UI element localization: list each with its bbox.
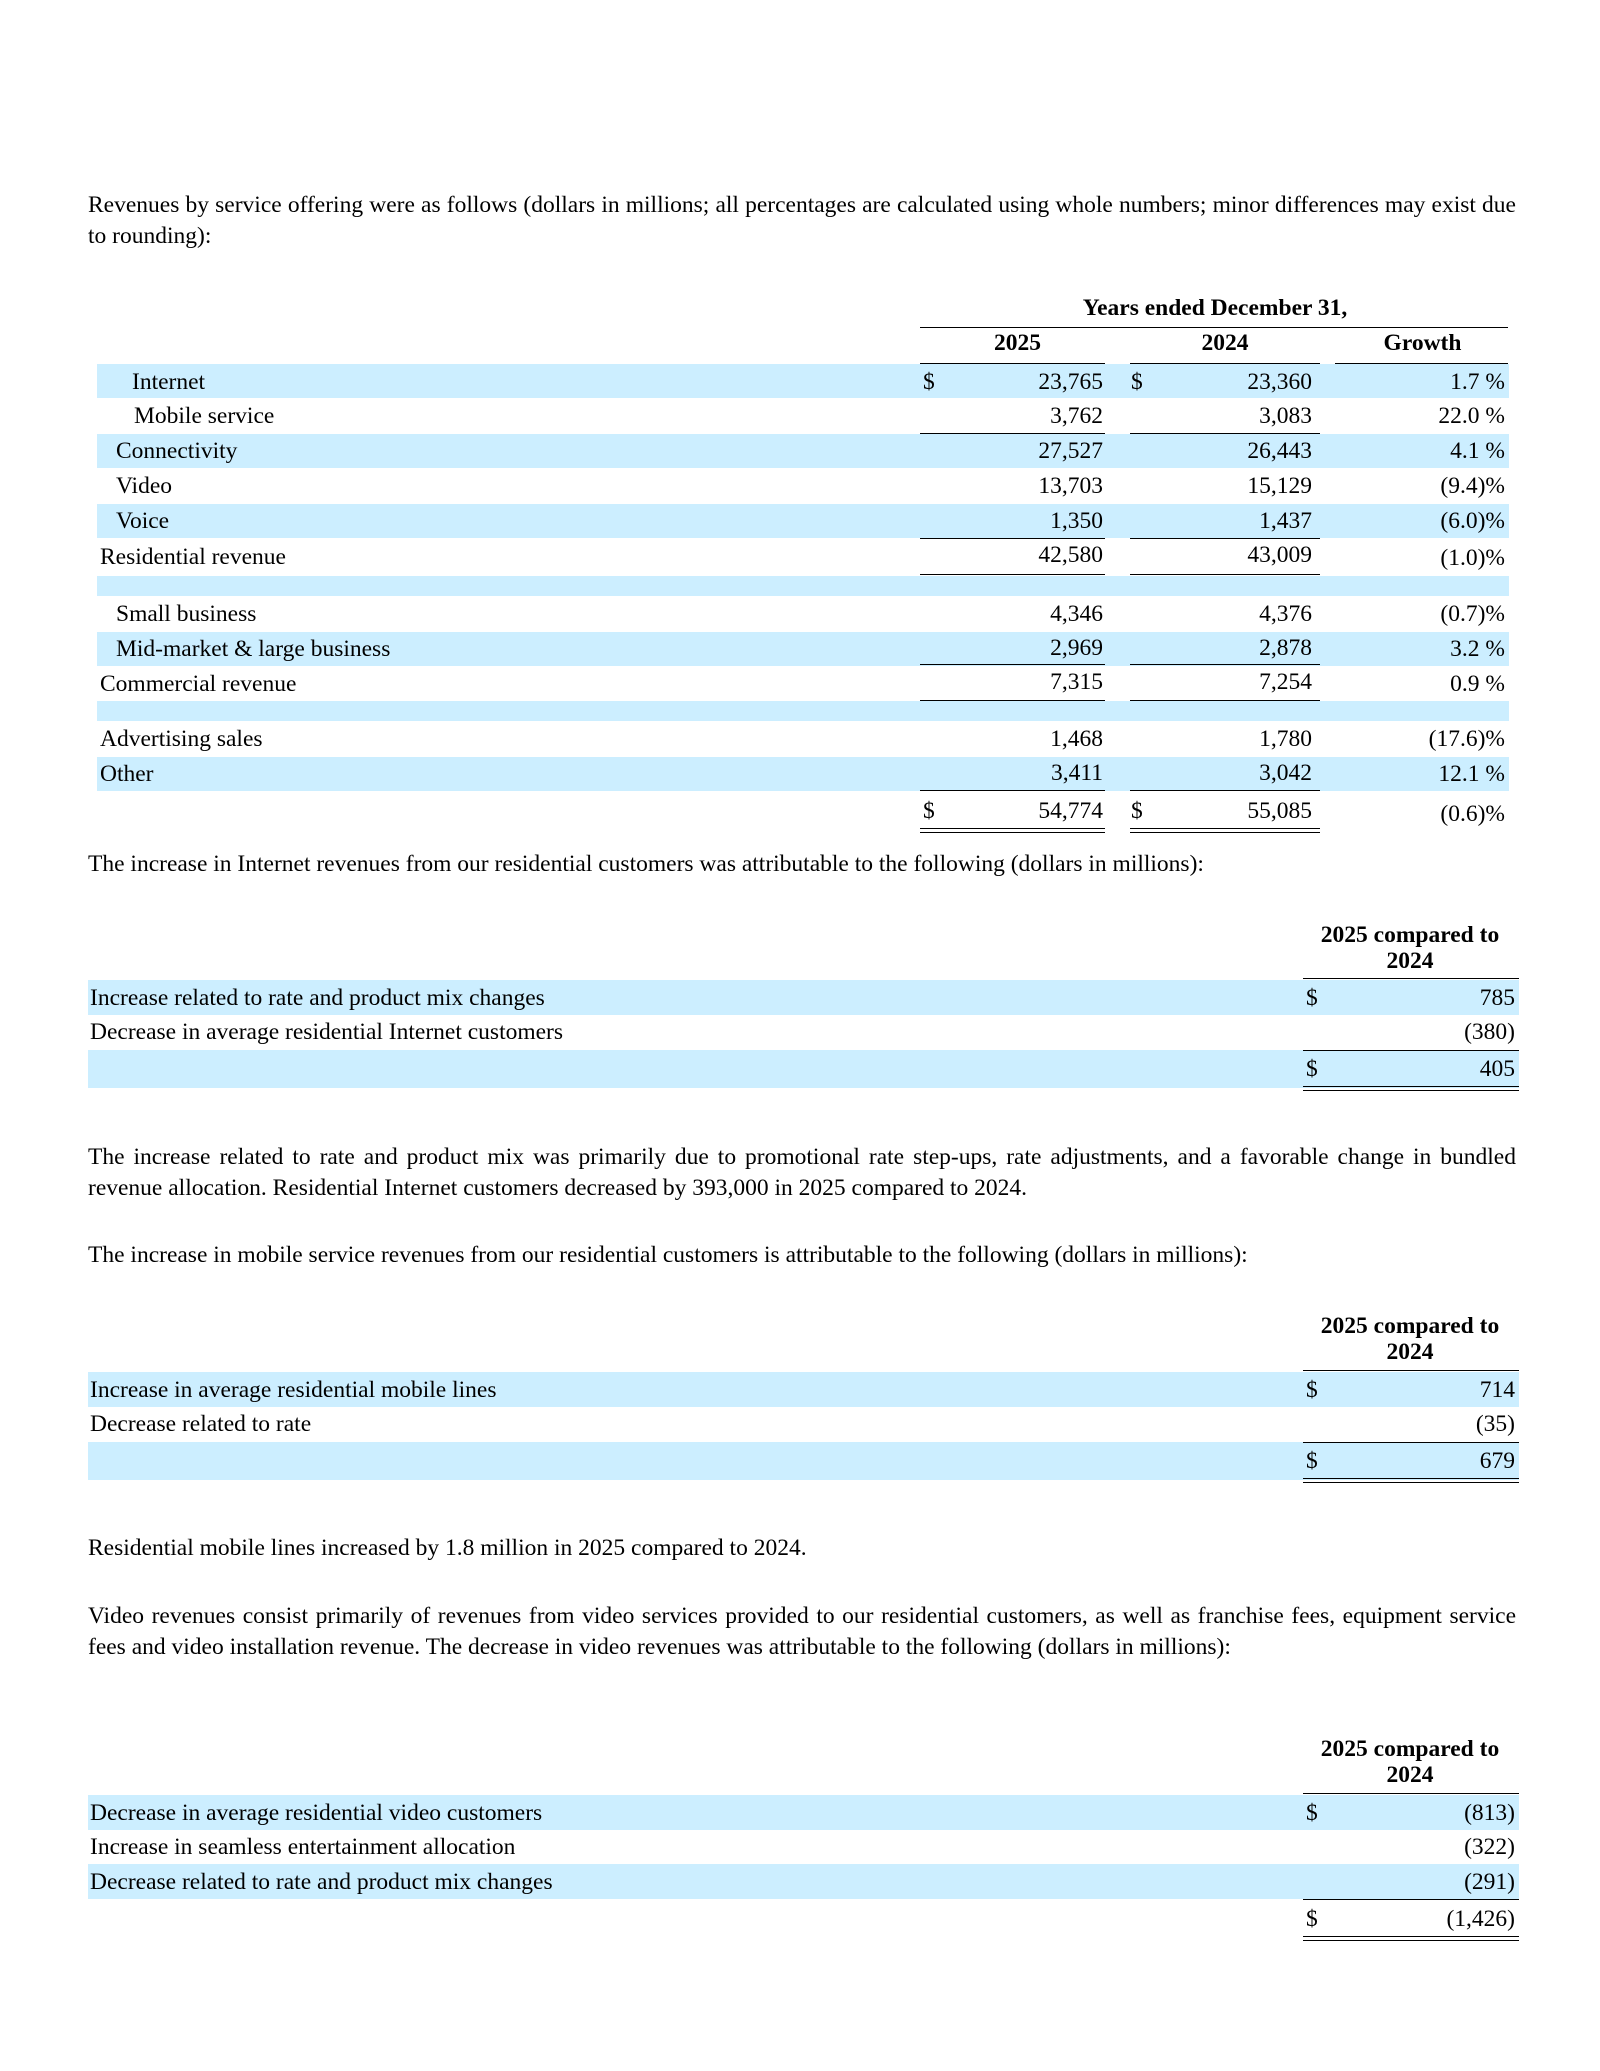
- currency-symbol: $: [1306, 985, 1318, 1011]
- value-growth: 3.2 %: [1450, 636, 1505, 662]
- currency-symbol: $: [923, 369, 935, 395]
- value-2024: 1,437: [1259, 508, 1312, 534]
- value-2025: 42,580: [1038, 542, 1103, 568]
- currency-symbol: $: [1131, 798, 1143, 824]
- subtotal-rule: [1130, 574, 1320, 575]
- total-double-rule: [920, 828, 1105, 833]
- header-line2: 2024: [1386, 1339, 1434, 1365]
- internet-row-label: Decrease in average residential Internet customers: [90, 1019, 564, 1045]
- total-growth: (0.6)%: [1440, 801, 1505, 827]
- mobile-row-label: Increase in average residential mobile lines: [90, 1377, 497, 1403]
- internet-row-value: (380): [1464, 1019, 1515, 1045]
- header-rule: [1303, 978, 1519, 979]
- value-growth: (1.0)%: [1440, 545, 1505, 571]
- header-line2: 2024: [1386, 1762, 1434, 1788]
- value-2024: 1,780: [1259, 726, 1312, 752]
- subtotal-rule: [1303, 1050, 1519, 1051]
- video-row-value: (291): [1464, 1869, 1515, 1895]
- value-growth: (17.6)%: [1428, 726, 1505, 752]
- currency-symbol: $: [1306, 1800, 1318, 1826]
- header-rule: [1303, 1370, 1519, 1371]
- value-2025: 4,346: [1050, 601, 1103, 627]
- video-row-value: (322): [1464, 1834, 1515, 1860]
- row-label-advertising-sales: Advertising sales: [100, 726, 263, 752]
- mobile-total-value: 679: [1479, 1448, 1515, 1474]
- header-line1: 2025 compared to: [1320, 1736, 1500, 1762]
- currency-symbol: $: [1306, 1448, 1318, 1474]
- value-growth: 0.9 %: [1450, 671, 1505, 697]
- row-band: [88, 1442, 1519, 1480]
- value-2025: 1,350: [1050, 508, 1103, 534]
- subtotal-rule: [1303, 1442, 1519, 1443]
- intro-paragraph: Revenues by service offering were as follows (dollars in millions; all percentages are calculated using whole numbers; minor differences may exist due to rounding):: [88, 192, 1516, 249]
- video-header: [1300, 1736, 1520, 1788]
- currency-symbol: $: [1306, 1377, 1318, 1403]
- value-growth: (0.7)%: [1440, 601, 1505, 627]
- mobile-note: Residential mobile lines increased by 1.8 million in 2025 compared to 2024.: [88, 1535, 807, 1561]
- currency-symbol: $: [1306, 1906, 1318, 1932]
- col-header-2024: 2024: [1201, 330, 1249, 356]
- currency-symbol: $: [1306, 1056, 1318, 1082]
- currency-symbol: $: [923, 798, 935, 824]
- video-row-value: (813): [1464, 1800, 1515, 1826]
- mobile-intro: The increase in mobile service revenues from our residential customers is attributable to the following (dollars in millions):: [88, 1242, 1248, 1268]
- header-line1: 2025 compared to: [1320, 922, 1500, 948]
- value-2025: 23,765: [1038, 369, 1103, 395]
- internet-intro: The increase in Internet revenues from our residential customers was attributable to the following (dollars in millions):: [88, 851, 1204, 877]
- row-band: [97, 701, 1509, 721]
- value-2025: 7,315: [1050, 669, 1103, 695]
- value-2024: 43,009: [1247, 542, 1312, 568]
- value-growth: (6.0)%: [1440, 508, 1505, 534]
- value-growth: 4.1 %: [1450, 438, 1505, 464]
- subtotal-rule: [920, 790, 1105, 791]
- value-2025: 13,703: [1038, 473, 1103, 499]
- value-2024: 23,360: [1247, 369, 1312, 395]
- total-double-rule: [1303, 1086, 1519, 1091]
- value-2025: 3,411: [1050, 760, 1103, 786]
- video-intro: Video revenues consist primarily of revenues from video services provided to our residential customers, as well as franchise fees, equipment service fees and video installation revenue. The decrease in video revenues was attributable to the following (dollars in millions):: [88, 1603, 1516, 1660]
- value-2025: 3,762: [1050, 403, 1103, 429]
- row-label-mobile-service: Mobile service: [134, 403, 275, 429]
- video-row-label: Decrease in average residential video customers: [90, 1800, 543, 1826]
- row-band: [88, 1050, 1519, 1088]
- subtotal-rule: [920, 574, 1105, 575]
- subtotal-rule: [920, 700, 1105, 701]
- row-label-small-business: Small business: [116, 601, 257, 627]
- value-2025: 2,969: [1050, 635, 1103, 661]
- row-label-video: Video: [116, 473, 173, 499]
- value-2024: 26,443: [1247, 438, 1312, 464]
- row-label-internet: Internet: [132, 369, 206, 395]
- mobile-row-value: (35): [1475, 1411, 1515, 1437]
- header-years-ended: Years ended December 31,: [1082, 295, 1348, 321]
- total-2024: 55,085: [1247, 798, 1312, 824]
- subtotal-rule: [1130, 790, 1320, 791]
- row-label-residential-revenue: Residential revenue: [100, 544, 286, 570]
- internet-row-label: Increase related to rate and product mix changes: [90, 985, 545, 1011]
- col-header-growth: Growth: [1383, 330, 1462, 356]
- col-header-2025: 2025: [994, 330, 1041, 356]
- row-label-mid-market: Mid-market & large business: [116, 636, 391, 662]
- value-2024: 7,254: [1259, 669, 1312, 695]
- value-2024: 15,129: [1247, 473, 1312, 499]
- value-growth: 1.7 %: [1450, 369, 1505, 395]
- total-2025: 54,774: [1038, 798, 1103, 824]
- mobile-header: [1300, 1313, 1520, 1365]
- header-line2: 2024: [1386, 948, 1434, 974]
- subtotal-rule: [1303, 1899, 1519, 1900]
- header-rule: [920, 327, 1508, 328]
- subtotal-rule: [1130, 700, 1320, 701]
- mobile-row-label: Decrease related to rate: [90, 1411, 312, 1437]
- internet-header: [1300, 922, 1520, 974]
- video-row-label: Increase in seamless entertainment allocation: [90, 1834, 516, 1860]
- total-double-rule: [1303, 1478, 1519, 1483]
- total-double-rule: [1130, 828, 1320, 833]
- row-band: [97, 576, 1509, 596]
- internet-row-value: 785: [1479, 985, 1515, 1011]
- value-2024: 3,042: [1259, 760, 1312, 786]
- row-label-commercial-revenue: Commercial revenue: [100, 671, 297, 697]
- row-label-connectivity: Connectivity: [116, 438, 238, 464]
- total-double-rule: [1303, 1936, 1519, 1941]
- value-2024: 2,878: [1259, 635, 1312, 661]
- currency-symbol: $: [1131, 369, 1143, 395]
- header-line1: 2025 compared to: [1320, 1313, 1500, 1339]
- row-label-voice: Voice: [116, 508, 170, 534]
- row-label-other: Other: [100, 761, 154, 787]
- header-rule: [1303, 1793, 1519, 1794]
- internet-total-value: 405: [1479, 1056, 1515, 1082]
- value-growth: (9.4)%: [1440, 473, 1505, 499]
- value-growth: 22.0 %: [1438, 403, 1505, 429]
- value-2024: 4,376: [1259, 601, 1312, 627]
- internet-note: The increase related to rate and product mix was primarily due to promotional rate step-ups, rate adjustments, and a favorable change in bundled revenue allocation. Residential Internet customers decreased by 393,000 in 2025 compared to 2024.: [88, 1144, 1516, 1201]
- value-2025: 1,468: [1050, 726, 1103, 752]
- mobile-row-value: 714: [1479, 1377, 1515, 1403]
- value-2024: 3,083: [1259, 403, 1312, 429]
- video-row-label: Decrease related to rate and product mix changes: [90, 1869, 553, 1895]
- value-growth: 12.1 %: [1438, 761, 1505, 787]
- value-2025: 27,527: [1038, 438, 1103, 464]
- video-total-value: (1,426): [1446, 1906, 1515, 1932]
